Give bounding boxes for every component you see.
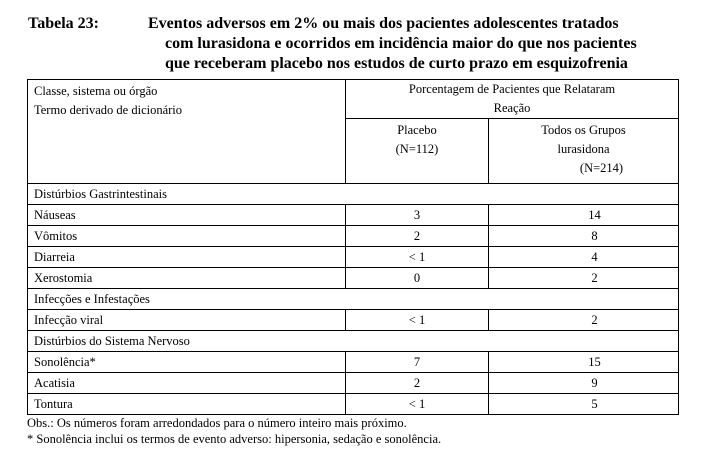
category-label: Infecções e Infestações <box>28 289 679 310</box>
lurasidona-cell: 8 <box>489 226 679 247</box>
term-cell: Diarreia <box>28 247 346 268</box>
placebo-cell: 0 <box>346 268 489 289</box>
placebo-cell: 3 <box>346 205 489 226</box>
placebo-label: Placebo <box>397 123 437 137</box>
lurasidona-cell: 2 <box>489 268 679 289</box>
header-percentage <box>346 80 679 119</box>
table-row <box>28 310 679 331</box>
lura-n: (N=214) <box>579 161 624 175</box>
footnotes <box>27 415 441 447</box>
term-cell: Tontura <box>28 394 346 415</box>
category-label: Distúrbios Gastrintestinais <box>28 184 679 205</box>
term-cell: Xerostomia <box>28 268 346 289</box>
table-row <box>28 247 679 268</box>
header-percentage-line1: Porcentagem de Pacientes que Relataram <box>408 82 616 96</box>
footnote-sonolencia: * Sonolência inclui os termos de evento adverso: hipersonia, sedação e sonolência. <box>27 432 442 446</box>
table-row <box>28 352 679 373</box>
term-cell: Acatisia <box>28 373 346 394</box>
term-cell: Vômitos <box>28 226 346 247</box>
placebo-cell: 7 <box>346 352 489 373</box>
category-row <box>28 331 679 352</box>
header-class-term <box>28 80 346 184</box>
lurasidona-cell: 14 <box>489 205 679 226</box>
table-number: Tabela 23: <box>28 15 99 32</box>
term-cell: Infecção viral <box>28 310 346 331</box>
placebo-cell: < 1 <box>346 394 489 415</box>
term-cell: Sonolência* <box>28 352 346 373</box>
header-percentage-line2: Reação <box>493 101 531 115</box>
table-row <box>28 205 679 226</box>
header-lurasidona <box>489 119 679 184</box>
table-row <box>28 373 679 394</box>
term-cell: Náuseas <box>28 205 346 226</box>
footnote-obs: Obs.: Os números foram arredondados para o número inteiro mais próximo. <box>27 416 407 430</box>
title-line-1: Eventos adversos em 2% ou mais dos pacientes adolescentes tratados <box>148 15 619 32</box>
table-row <box>28 226 679 247</box>
lurasidona-cell: 15 <box>489 352 679 373</box>
table-row <box>28 268 679 289</box>
header-class-label: Classe, sistema ou órgão <box>34 84 158 98</box>
placebo-cell: < 1 <box>346 310 489 331</box>
header-term-label: Termo derivado de dicionário <box>34 103 183 117</box>
lura-label-1: Todos os Grupos <box>541 123 626 137</box>
title-line-2: com lurasidona e ocorridos em incidência maior do que nos pacientes <box>165 35 637 52</box>
lurasidona-cell: 9 <box>489 373 679 394</box>
adverse-events-table <box>27 79 679 415</box>
placebo-cell: < 1 <box>346 247 489 268</box>
placebo-n: (N=112) <box>395 142 439 156</box>
lurasidona-cell: 2 <box>489 310 679 331</box>
placebo-cell: 2 <box>346 373 489 394</box>
category-label: Distúrbios do Sistema Nervoso <box>28 331 679 352</box>
placebo-cell: 2 <box>346 226 489 247</box>
lurasidona-cell: 4 <box>489 247 679 268</box>
title-line-3: que receberam placebo nos estudos de curto prazo em esquizofrenia <box>165 55 628 72</box>
table-row <box>28 394 679 415</box>
header-placebo <box>346 119 489 184</box>
lura-label-2: lurasidona <box>557 142 610 156</box>
category-row <box>28 289 679 310</box>
category-row <box>28 184 679 205</box>
lurasidona-cell: 5 <box>489 394 679 415</box>
